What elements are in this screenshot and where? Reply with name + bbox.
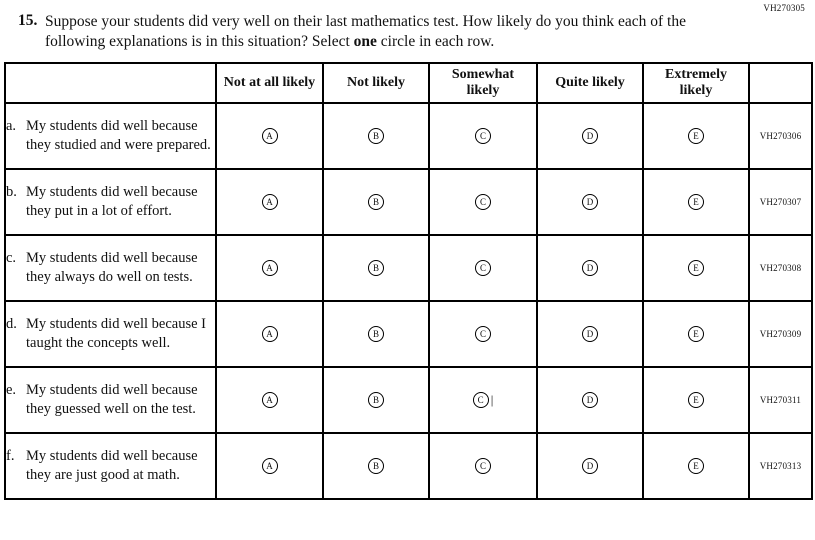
cell-c-not-likely — [323, 235, 429, 301]
likert-table — [4, 62, 813, 500]
page-accession-code: VH270305 — [763, 3, 805, 13]
statement-cell-c — [5, 235, 216, 301]
header-empty-statement — [5, 63, 216, 103]
row-text-c: My students did well because they always do well on tests. — [26, 249, 198, 285]
cell-d-extremely — [643, 301, 749, 367]
table-row-f — [5, 433, 812, 499]
row-code-c: VH270308 — [749, 235, 812, 301]
option-bubble-b-E[interactable]: E — [688, 194, 704, 210]
cell-a-extremely — [643, 103, 749, 169]
statement-cell-f — [5, 433, 216, 499]
row-letter-b: b. — [6, 183, 17, 200]
row-letter-a: a. — [6, 117, 17, 134]
question-text-bold-word: one — [353, 33, 377, 51]
cell-c-quite — [537, 235, 643, 301]
option-bubble-c-A[interactable]: A — [262, 260, 278, 276]
option-bubble-e-E[interactable]: E — [688, 392, 704, 408]
cell-a-somewhat — [429, 103, 537, 169]
row-letter-c: c. — [6, 249, 17, 266]
option-bubble-a-A[interactable]: A — [262, 128, 278, 144]
cell-b-quite — [537, 169, 643, 235]
row-letter-e: e. — [6, 381, 17, 398]
option-bubble-f-B[interactable]: B — [368, 458, 384, 474]
cell-a-not-likely — [323, 103, 429, 169]
table-row-c — [5, 235, 812, 301]
cell-f-somewhat — [429, 433, 537, 499]
cell-b-extremely — [643, 169, 749, 235]
cell-c-not-at-all — [216, 235, 323, 301]
option-bubble-a-B[interactable]: B — [368, 128, 384, 144]
option-bubble-f-E[interactable]: E — [688, 458, 704, 474]
cell-e-quite — [537, 367, 643, 433]
cell-d-somewhat — [429, 301, 537, 367]
option-bubble-e-B[interactable]: B — [368, 392, 384, 408]
option-bubble-d-D[interactable]: D — [582, 326, 598, 342]
row-code-f: VH270313 — [749, 433, 812, 499]
option-bubble-d-E[interactable]: E — [688, 326, 704, 342]
table-row-e — [5, 367, 812, 433]
question-number: 15. — [18, 12, 38, 29]
option-bubble-e-A[interactable]: A — [262, 392, 278, 408]
table-row-a — [5, 103, 812, 169]
header-empty-code — [749, 63, 812, 103]
text-cursor: | — [490, 392, 494, 408]
option-bubble-b-C[interactable]: C — [475, 194, 491, 210]
cell-b-not-at-all — [216, 169, 323, 235]
question-text-part2: circle in each row. — [376, 33, 495, 51]
option-bubble-e-D[interactable]: D — [582, 392, 598, 408]
cell-e-not-likely — [323, 367, 429, 433]
row-text-a: My students did well because they studied and were prepared. — [26, 117, 211, 153]
header-somewhat-likely: Somewhat likely — [429, 63, 537, 103]
row-text-d: My students did well because I taught the concepts well. — [26, 315, 207, 351]
row-text-f: My students did well because they are just good at math. — [26, 447, 198, 483]
option-bubble-f-C[interactable]: C — [475, 458, 491, 474]
option-bubble-a-D[interactable]: D — [582, 128, 598, 144]
statement-cell-b — [5, 169, 216, 235]
cell-f-not-at-all — [216, 433, 323, 499]
cell-a-quite — [537, 103, 643, 169]
row-letter-d: d. — [6, 315, 17, 332]
table-header-row — [5, 63, 812, 103]
option-bubble-f-D[interactable]: D — [582, 458, 598, 474]
option-bubble-d-C[interactable]: C — [475, 326, 491, 342]
option-bubble-c-B[interactable]: B — [368, 260, 384, 276]
cell-e-extremely — [643, 367, 749, 433]
header-not-likely: Not likely — [323, 63, 429, 103]
question-text-part1: Suppose your students did very well on their last mathematics test. How likely do you think each of the following explanations is in this situation? Select — [45, 13, 686, 51]
cell-e-not-at-all — [216, 367, 323, 433]
option-bubble-a-E[interactable]: E — [688, 128, 704, 144]
option-bubble-c-C[interactable]: C — [475, 260, 491, 276]
row-code-a: VH270306 — [749, 103, 812, 169]
cell-c-somewhat — [429, 235, 537, 301]
cell-b-somewhat — [429, 169, 537, 235]
question-text — [45, 12, 717, 53]
row-code-e: VH270311 — [749, 367, 812, 433]
statement-cell-a — [5, 103, 216, 169]
cell-a-not-at-all — [216, 103, 323, 169]
cell-f-extremely — [643, 433, 749, 499]
option-bubble-c-E[interactable]: E — [688, 260, 704, 276]
question-block — [0, 0, 815, 53]
option-bubble-d-A[interactable]: A — [262, 326, 278, 342]
statement-cell-e — [5, 367, 216, 433]
header-quite-likely: Quite likely — [537, 63, 643, 103]
table-row-d — [5, 301, 812, 367]
option-bubble-b-D[interactable]: D — [582, 194, 598, 210]
cell-d-quite — [537, 301, 643, 367]
option-bubble-f-A[interactable]: A — [262, 458, 278, 474]
cell-f-quite — [537, 433, 643, 499]
row-text-e: My students did well because they guessed well on the test. — [26, 381, 198, 417]
row-letter-f: f. — [6, 447, 15, 464]
row-code-b: VH270307 — [749, 169, 812, 235]
table-row-b — [5, 169, 812, 235]
header-not-at-all-likely: Not at all likely — [216, 63, 323, 103]
cell-d-not-at-all — [216, 301, 323, 367]
cell-e-somewhat — [429, 367, 537, 433]
cell-b-not-likely — [323, 169, 429, 235]
cell-c-extremely — [643, 235, 749, 301]
option-bubble-c-D[interactable]: D — [582, 260, 598, 276]
header-extremely-likely: Extremely likely — [643, 63, 749, 103]
option-bubble-e-C[interactable]: C — [473, 392, 489, 408]
row-code-d: VH270309 — [749, 301, 812, 367]
option-bubble-a-C[interactable]: C — [475, 128, 491, 144]
option-bubble-b-A[interactable]: A — [262, 194, 278, 210]
cell-f-not-likely — [323, 433, 429, 499]
row-text-b: My students did well because they put in a lot of effort. — [26, 183, 198, 219]
cell-d-not-likely — [323, 301, 429, 367]
option-bubble-b-B[interactable]: B — [368, 194, 384, 210]
option-bubble-d-B[interactable]: B — [368, 326, 384, 342]
statement-cell-d — [5, 301, 216, 367]
